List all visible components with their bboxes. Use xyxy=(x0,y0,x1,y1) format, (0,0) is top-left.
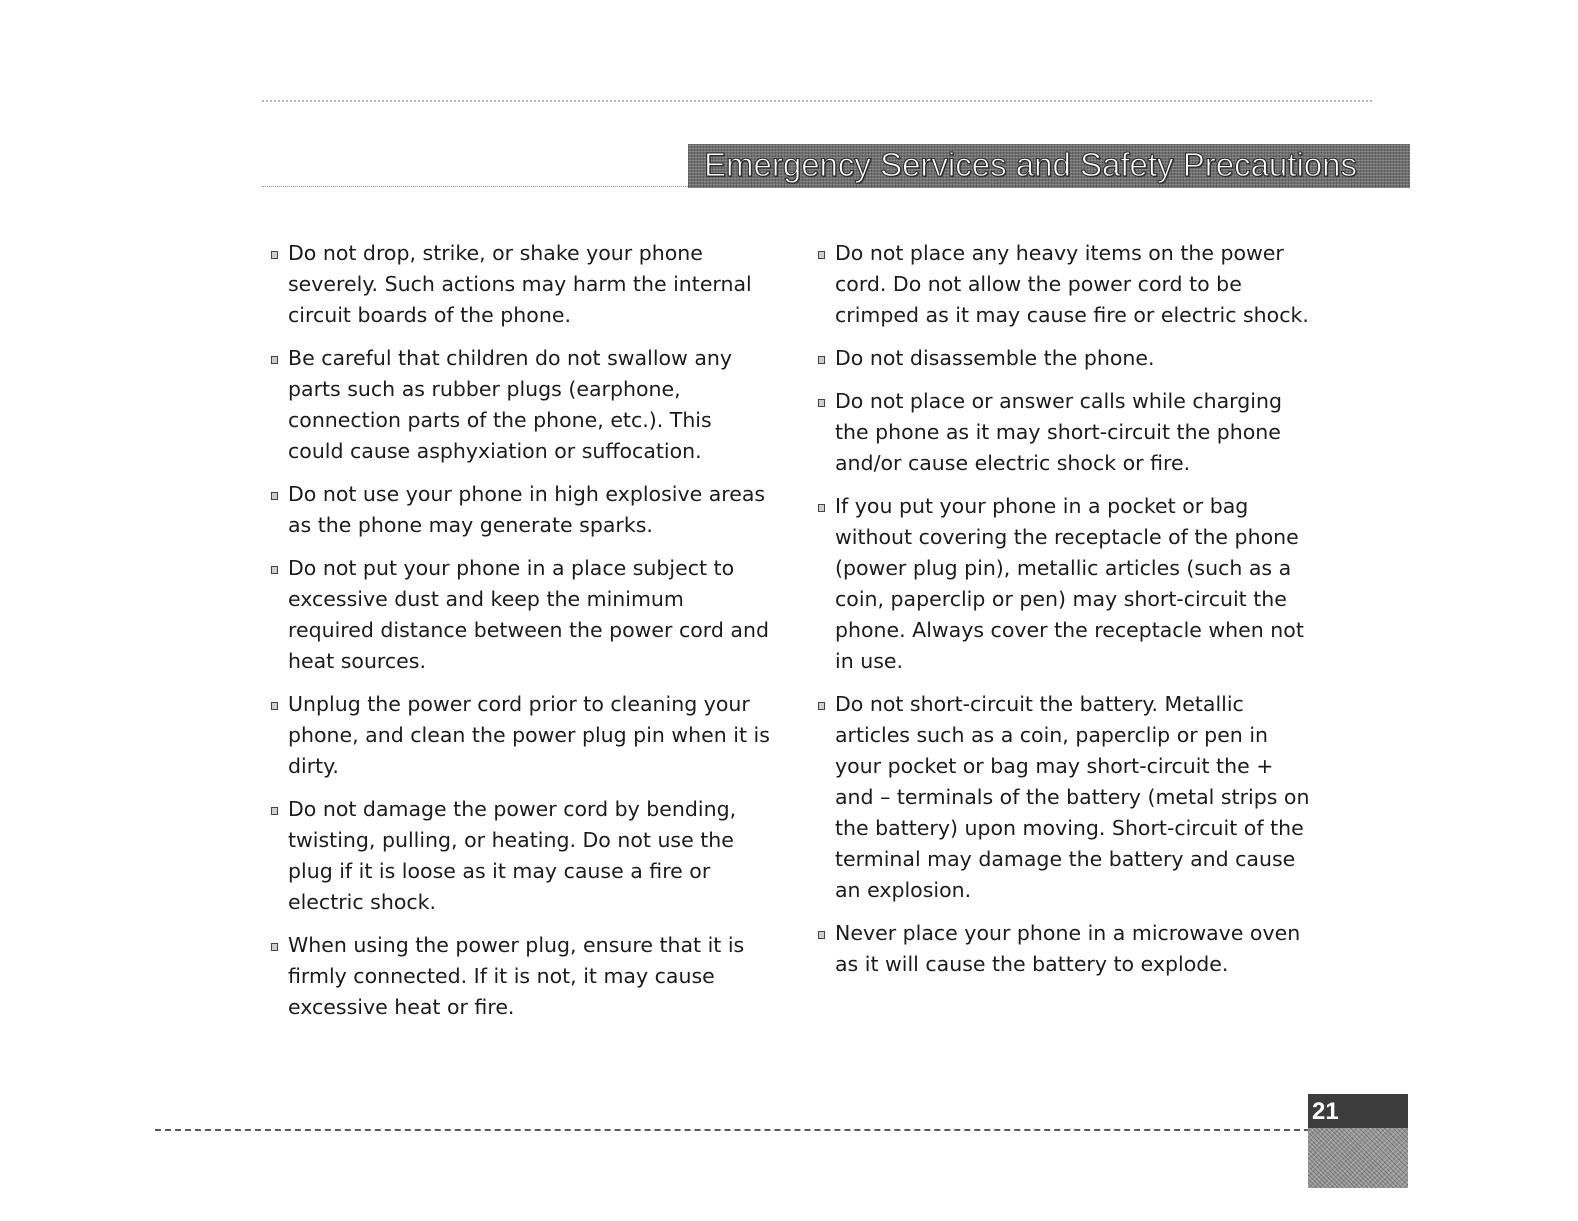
list-item-text: Unplug the power cord prior to cleaning your phone, and clean the power plug pin when it is dirty. xyxy=(288,692,770,778)
bullet-icon xyxy=(818,504,825,512)
list-item xyxy=(270,553,770,677)
list-item-text: Do not put your phone in a place subject to excessive dust and keep the minimum required distance between the power cord and heat sources. xyxy=(288,556,769,673)
list-item-text: Do not damage the power cord by bending, twisting, pulling, or heating. Do not use the plug if it is loose as it may cause a fire or electric shock. xyxy=(288,797,737,914)
list-item-text: Do not drop, strike, or shake your phone severely. Such actions may harm the internal circuit boards of the phone. xyxy=(288,241,752,327)
bullet-icon xyxy=(271,943,278,951)
bullet-icon xyxy=(818,702,825,710)
list-item xyxy=(817,343,1317,374)
bullet-icon xyxy=(271,492,278,500)
list-item xyxy=(817,689,1317,906)
page-title: Emergency Services and Safety Precautions xyxy=(704,146,1357,183)
page-number: 21 xyxy=(1312,1098,1339,1125)
list-item xyxy=(270,479,770,541)
bullet-icon xyxy=(271,807,278,815)
list-item-text: When using the power plug, ensure that it is firmly connected. If it is not, it may cause excessive heat or fire. xyxy=(288,933,745,1019)
header-dotted-rule xyxy=(262,186,690,187)
bullet-icon xyxy=(818,356,825,364)
list-item xyxy=(270,238,770,331)
list-item-text: Do not use your phone in high explosive areas as the phone may generate sparks. xyxy=(288,482,766,537)
footer-dashed-rule xyxy=(155,1129,1310,1131)
list-item xyxy=(817,918,1317,980)
bullet-icon xyxy=(818,399,825,407)
list-item-text: Do not short-circuit the battery. Metallic articles such as a coin, paperclip or pen in your pocket or bag may short-circuit the + and – terminals of the battery (metal strips on the battery) upon moving. Short-circuit of the terminal may damage the battery and cause an explosion. xyxy=(835,692,1310,902)
list-item xyxy=(817,386,1317,479)
list-item-text: Never place your phone in a microwave oven as it will cause the battery to explode. xyxy=(835,921,1301,976)
top-dotted-rule xyxy=(262,100,1372,102)
bullet-icon xyxy=(818,931,825,939)
list-item xyxy=(817,238,1317,331)
bullet-icon xyxy=(271,251,278,259)
list-item-text: If you put your phone in a pocket or bag without covering the receptacle of the phone (power plug pin), metallic articles (such as a coin, paperclip or pen) may short-circuit the phone. Always cover the receptacle when not in use. xyxy=(835,494,1304,673)
bullet-icon xyxy=(818,251,825,259)
list-item-text: Do not disassemble the phone. xyxy=(835,346,1155,370)
bullet-icon xyxy=(271,702,278,710)
list-item xyxy=(270,343,770,467)
list-item-text: Be careful that children do not swallow any parts such as rubber plugs (earphone, connection parts of the phone, etc.). This could cause asphyxiation or suffocation. xyxy=(288,346,733,463)
list-item xyxy=(817,491,1317,677)
bullet-icon xyxy=(271,566,278,574)
list-item-text: Do not place or answer calls while charging the phone as it may short-circuit the phone and/or cause electric shock or fire. xyxy=(835,389,1282,475)
left-column-list xyxy=(270,238,770,1035)
list-item xyxy=(270,930,770,1023)
list-item-text: Do not place any heavy items on the power cord. Do not allow the power cord to be crimped as it may cause fire or electric shock. xyxy=(835,241,1309,327)
bullet-icon xyxy=(271,356,278,364)
right-column-list xyxy=(817,238,1317,992)
list-item xyxy=(270,689,770,782)
list-item xyxy=(270,794,770,918)
